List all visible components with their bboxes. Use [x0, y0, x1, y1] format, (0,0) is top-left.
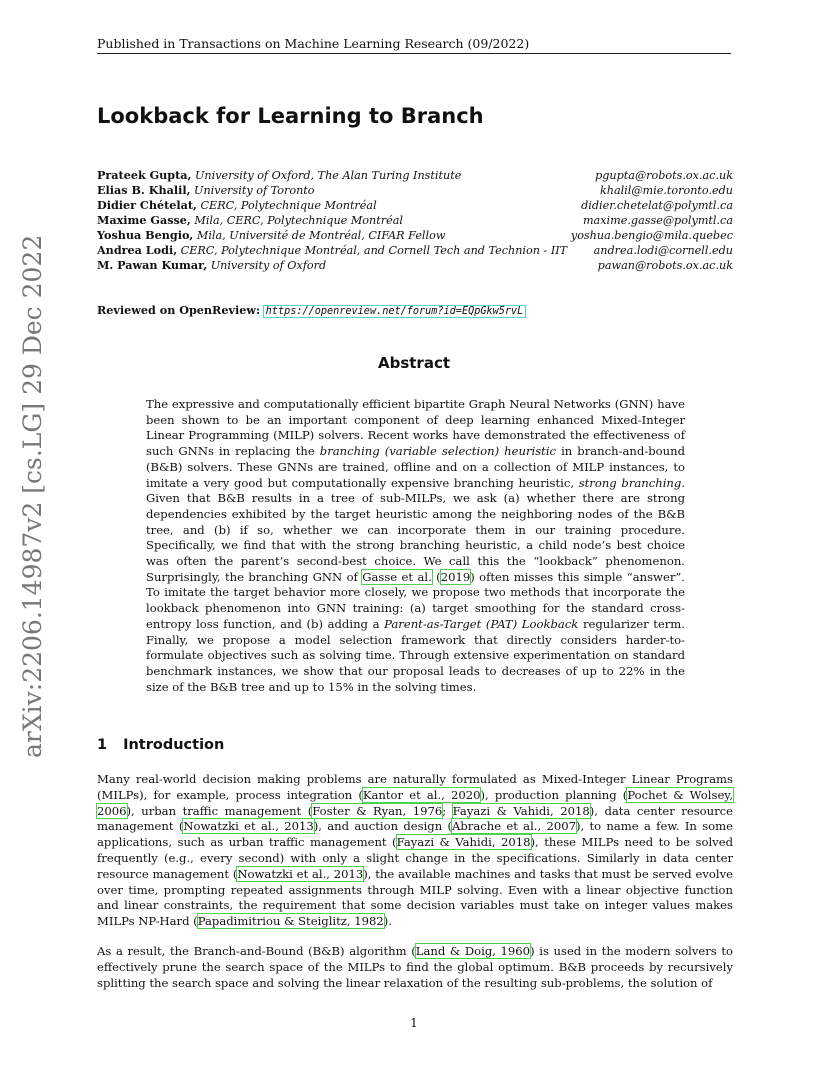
body-text: ), to name a few. In some applications, such as urban traffic management (	[97, 819, 733, 850]
citation-link[interactable]: Fayazi & Vahidi, 2018	[452, 803, 590, 818]
author-row	[97, 183, 733, 198]
citation-link[interactable]: Land & Doig, 1960	[415, 944, 531, 958]
section-heading	[97, 737, 224, 753]
body-text: ), and auction design (	[313, 819, 452, 834]
author-row	[97, 198, 733, 213]
body-text: ).	[383, 914, 392, 929]
author-email[interactable]: didier.chetelat@polymtl.ca	[581, 199, 733, 212]
author-affiliation: CERC, Polytechnique Montréal, and Cornell Tech and Technion - IIT	[180, 244, 568, 257]
body-text: As a result, the Branch-and-Bound (B&B) algorithm (	[97, 944, 416, 958]
citation-link[interactable]: Nowatzki et al., 2013	[237, 866, 364, 881]
body-text: ;	[442, 803, 453, 818]
author-affiliation: CERC, Polytechnique Montréal	[200, 199, 377, 212]
body-text: ), data center resource management (	[97, 803, 733, 834]
author-name: Prateek Gupta,	[97, 168, 192, 182]
author-name: Didier Chételat,	[97, 198, 197, 212]
author-name: Elias B. Khalil,	[97, 183, 191, 197]
author-email[interactable]: yoshua.bengio@mila.quebec	[570, 229, 733, 242]
abstract-text: . Given that B&B results in a tree of sub-MILPs, we ask (a) whether there are strong dependencies exhibited by the target heuristic among the neighboring nodes of the B&B tree, and (b) if so, whether we can incorporate them in our training procedure. Specifically, we find that with the strong branching heuristic, a child node’s best choice was often the parent’s second-best choice. We call this the “lookback” phenomenon. Surprisingly, the branching GNN of	[146, 475, 685, 584]
author-affiliation: Mila, CERC, Polytechnique Montréal	[194, 214, 403, 227]
abstract-heading: Abstract	[377, 354, 451, 372]
abstract-text: The expressive and computationally efficient bipartite Graph Neural Networks (GNN) have been shown to be an important component of deep learning enhanced Mixed-Integer Linear Programming (MILP) solvers. Recent works have demonstrated the effectiveness of such GNNs in replacing the	[146, 397, 685, 459]
abstract-text: in branch-and-bound (B&B) solvers. These GNNs are trained, offline and on a collection of MILP instances, to imitate a very good but computationally expensive branching heuristic,	[146, 444, 685, 490]
intro-paragraph	[97, 772, 733, 930]
review-note	[97, 303, 525, 317]
author-name: M. Pawan Kumar,	[97, 258, 208, 272]
body-text: ), urban traffic management (	[126, 803, 313, 818]
author-row	[97, 228, 733, 243]
body-text: ), these MILPs need to be solved frequently (e.g., every second) with only a slight change in the specifications. Similarly in data center resource management (	[97, 835, 733, 881]
author-name: Maxime Gasse,	[97, 213, 191, 227]
page-number: 1	[410, 1016, 418, 1030]
abstract-text: ) often misses this simple “answer”. To imitate the target behavior more closely, we propose two methods that incorporate the lookback phenomenon into GNN training: (a) target smoothing for the standard cross-entropy loss function, and (b) adding a	[146, 569, 685, 631]
author-affiliation: University of Toronto	[194, 184, 315, 197]
abstract-text: (	[431, 569, 441, 584]
citation-link[interactable]: Abrache et al., 2007	[452, 819, 576, 834]
abstract-emphasis: Parent-as-Target (PAT) Lookback	[384, 616, 579, 631]
arxiv-sidebar-stamp: arXiv:2206.14987v2 [cs.LG] 29 Dec 2022	[18, 234, 47, 758]
citation-link[interactable]: 2019	[440, 569, 471, 584]
body-text: ) is used in the modern solvers to effectively prune the search space of the MILPs to find the global optimum. B&B proceeds by recursively splitting the search space and solving the linear relaxation of the resulting sub-problems, the solution of	[97, 944, 733, 990]
citation-link[interactable]: Foster & Ryan, 1976	[312, 803, 443, 818]
citation-link[interactable]: Papadimitriou & Steiglitz, 1982	[197, 914, 384, 929]
author-email[interactable]: pawan@robots.ox.ac.uk	[597, 259, 733, 272]
body-text: Many real-world decision making problems are naturally formulated as Mixed-Integer Linear Programs (MILPs), for example, process integration (	[97, 772, 733, 802]
section-title: Introduction	[123, 737, 225, 753]
author-row	[97, 258, 733, 273]
author-email[interactable]: andrea.lodi@cornell.edu	[593, 244, 733, 257]
author-affiliation: Mila, Université de Montréal, CIFAR Fellow	[196, 229, 446, 242]
author-list	[97, 168, 733, 273]
author-email[interactable]: pgupta@robots.ox.ac.uk	[595, 169, 733, 182]
citation-link[interactable]: Nowatzki et al., 2013	[183, 819, 314, 834]
body-text: ), production planning (	[480, 787, 628, 802]
intro-paragraph	[97, 944, 733, 991]
review-label: Reviewed on OpenReview:	[97, 303, 261, 317]
author-name: Andrea Lodi,	[97, 243, 178, 257]
author-name: Yoshua Bengio,	[97, 228, 194, 242]
citation-link[interactable]: Gasse et al.	[362, 569, 432, 584]
author-row	[97, 243, 733, 258]
citation-link[interactable]: Fayazi & Vahidi, 2018	[396, 835, 531, 850]
body-text: ), the available machines and tasks that must be served evolve over time, prompting repeated assignments through MILP solving. Even with a linear objective function and linear constraints, the requirement that some decision variables must take on integer values makes MILPs NP-Hard (	[97, 866, 733, 929]
author-row	[97, 213, 733, 228]
abstract-text: regularizer term. Finally, we propose a model selection framework that directly considers harder-to-formulate objectives such as solving time. Through extensive experimentation on standard benchmark instances, we show that our proposal leads to decreases of up to 22% in the size of the B&B tree and up to 15% in the solving times.	[146, 616, 685, 694]
paper-title: Lookback for Learning to Branch	[97, 104, 484, 128]
author-row	[97, 168, 733, 183]
abstract-emphasis: branching (variable selection) heuristic	[319, 444, 557, 459]
citation-link[interactable]: Pochet & Wolsey, 2006	[97, 787, 733, 818]
author-affiliation: University of Oxford, The Alan Turing Institute	[195, 169, 462, 182]
author-affiliation: University of Oxford	[210, 259, 327, 272]
citation-link[interactable]: Kantor et al., 2020	[362, 787, 481, 802]
author-email[interactable]: khalil@mie.toronto.edu	[599, 184, 733, 197]
author-email[interactable]: maxime.gasse@polymtl.ca	[582, 214, 733, 227]
abstract-emphasis: strong branching	[578, 475, 682, 490]
abstract-body	[146, 397, 685, 695]
running-header: Published in Transactions on Machine Learning Research (09/2022)	[97, 36, 530, 51]
section-number: 1	[97, 737, 108, 753]
header-rule	[97, 53, 731, 54]
openreview-link[interactable]: https://openreview.net/forum?id=EQpGkw5rvL	[265, 306, 524, 317]
